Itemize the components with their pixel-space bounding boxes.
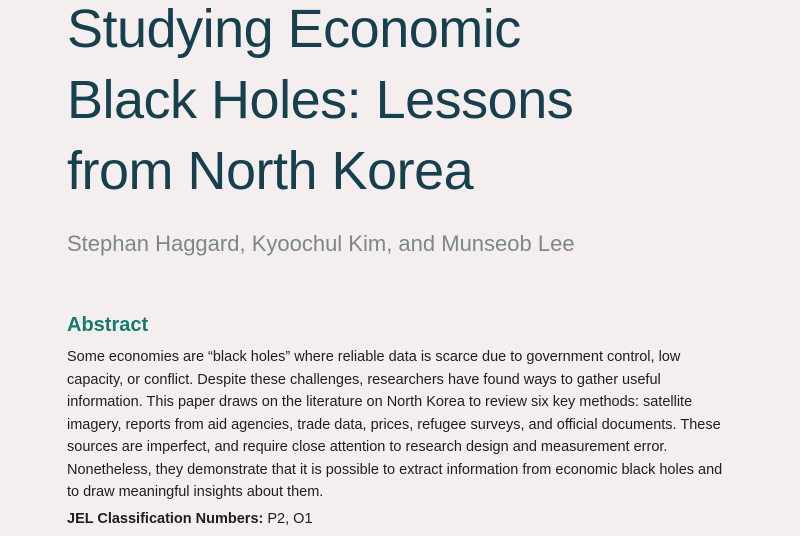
- jel-classification-label: JEL Classification Numbers:: [67, 511, 264, 527]
- paper-title-line-2: Black Holes: Lessons: [67, 70, 574, 130]
- authors-line: Stephan Haggard, Kyoochul Kim, and Munseob Lee: [67, 231, 575, 256]
- paper-title-line-1: Studying Economic: [67, 0, 521, 59]
- jel-classification-value: P2, O1: [267, 511, 313, 527]
- paper-title: [67, 0, 735, 207]
- paper-title-line-3: from North Korea: [67, 141, 474, 201]
- abstract-paragraph: Some economies are “black holes” where reliable data is scarce due to government control, low capacity, or conflict. Despite these challenges, researchers have found ways to gather useful information. This paper draws on the literature on North Korea to review six key methods: satellite imagery, reports from aid agencies, trade data, prices, refugee surveys, and official documents. These sources are imperfect, and require close attention to research design and measurement error. Nonetheless, they demonstrate that it is possible to extract information from economic black holes and to draw meaningful insights about them.: [67, 349, 723, 500]
- jel-classification-line: [67, 508, 313, 531]
- abstract-heading: Abstract: [67, 314, 149, 336]
